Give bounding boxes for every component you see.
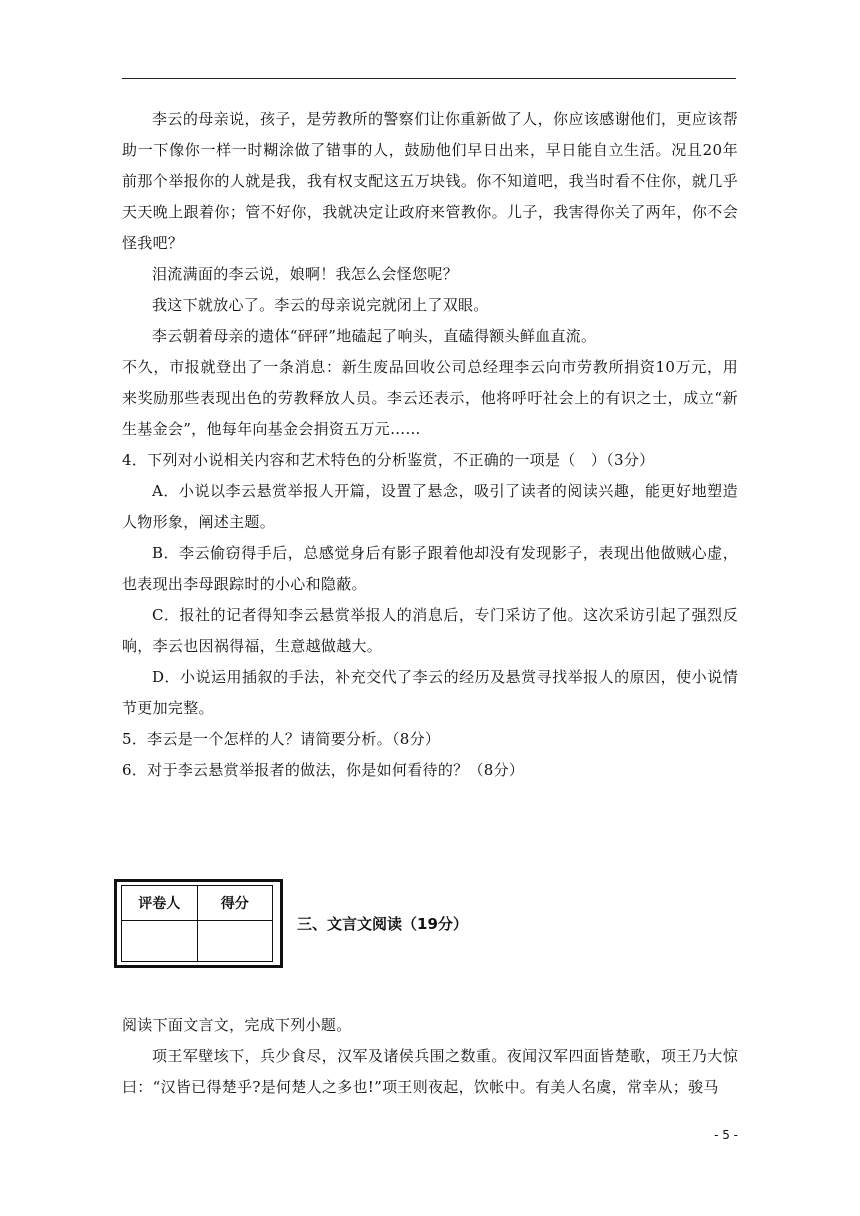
- question-6: 6．对于李云悬赏举报者的做法，你是如何看待的？（8分）: [122, 761, 525, 779]
- page-number: - 5 -: [714, 1128, 738, 1142]
- story-text: [122, 104, 738, 786]
- score-table-grader-header: 评卷人: [122, 886, 198, 921]
- paragraph-news: 不久，市报就登出了一条消息：新生废品回收公司总经理李云向市劳教所捐资10万元，用来奖励那些表现出色的劳教释放人员。李云还表示，他将呼吁社会上的有识之士，成立“新生基金会”，他每年向基金会捐资五万元……: [122, 358, 738, 438]
- question-4-option-a: A．小说以李云悬赏举报人开篇，设置了悬念，吸引了读者的阅读兴趣，能更好地塑造人物形象，阐述主题。: [122, 482, 738, 531]
- question-4-option-c: C．报社的记者得知李云悬赏举报人的消息后，专门采访了他。这次采访引起了强烈反响，李云也因祸得福，生意越做越大。: [122, 606, 738, 655]
- score-box: [114, 879, 283, 968]
- classical-text-paragraph: 项王军壁垓下，兵少食尽，汉军及诸侯兵围之数重。夜闻汉军四面皆楚歌，项王乃大惊曰：“汉皆已得楚乎?是何楚人之多也!”项王则夜起，饮帐中。有美人名虞，常幸从；骏马: [122, 1047, 738, 1096]
- paragraph-li-yun-reply: 泪流满面的李云说，娘啊！我怎么会怪您呢？: [152, 265, 459, 283]
- score-section-header: [114, 879, 468, 968]
- paragraph-kowtow: 李云朝着母亲的遗体“砰砰”地磕起了响头，直磕得额头鲜血直流。: [152, 327, 597, 345]
- reading-instruction: 阅读下面文言文，完成下列小题。: [122, 1016, 352, 1034]
- classical-reading: [122, 1010, 738, 1103]
- section-title: 三、文言文阅读（19分）: [297, 915, 468, 933]
- question-4-option-d: D．小说运用插叙的手法，补充交代了李云的经历及悬赏寻找举报人的原因，使小说情节更加完整。: [122, 668, 738, 717]
- question-4-stem: 4．下列对小说相关内容和艺术特色的分析鉴赏，不正确的一项是（ ）（3分）: [122, 451, 655, 469]
- question-5: 5．李云是一个怎样的人？请简要分析。（8分）: [122, 730, 441, 748]
- score-table-score-header: 得分: [197, 886, 273, 921]
- header-rule: [122, 78, 736, 79]
- score-table-grader-cell[interactable]: [122, 921, 198, 962]
- paragraph-mother-speech: 李云的母亲说，孩子，是劳教所的警察们让你重新做了人，你应该感谢他们，更应该帮助一下像你一样一时糊涂做了错事的人，鼓励他们早日出来，早日能自立生活。况且20年前那个举报你的人就是我，我有权支配这五万块钱。你不知道吧，我当时看不住你，就几乎天天晚上跟着你；管不好你，我就决定让政府来管教你。儿子，我害得你关了两年，你不会怪我吧？: [122, 110, 738, 252]
- question-4-option-b: B．李云偷窃得手后，总感觉身后有影子跟着他却没有发现影子，表现出他做贼心虚，也表现出李母跟踪时的小心和隐蔽。: [122, 544, 738, 593]
- score-table: [121, 885, 273, 962]
- score-table-score-cell[interactable]: [197, 921, 273, 962]
- paragraph-mother-closes-eyes: 我这下就放心了。李云的母亲说完就闭上了双眼。: [152, 296, 489, 314]
